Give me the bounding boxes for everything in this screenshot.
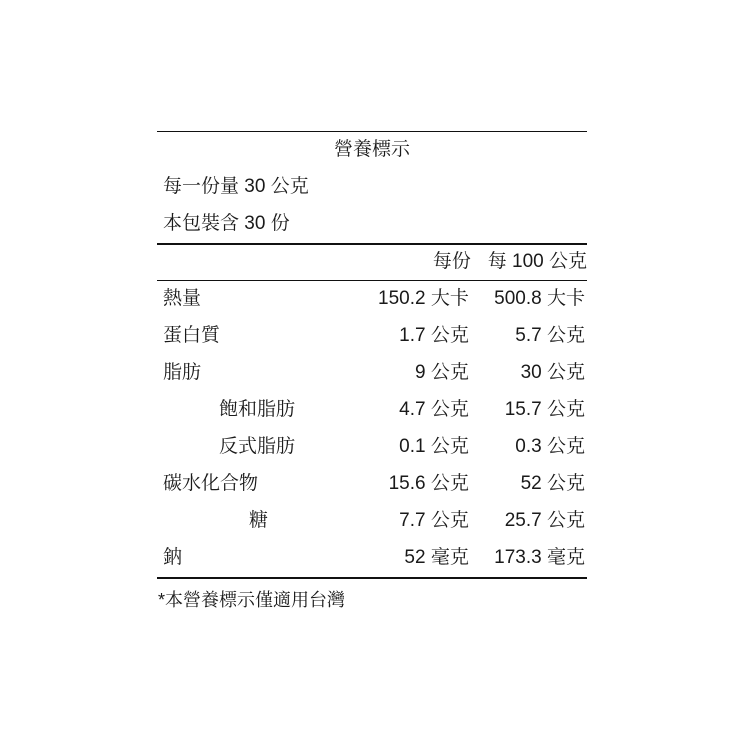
table-row-servings-per-container [157,206,587,244]
table-row [157,429,587,466]
nutrient-name: 糖 [249,510,269,532]
nutrient-value-per-serving: 1.7 公克 [399,325,469,347]
nutrition-facts-panel [157,131,587,579]
nutrient-name: 脂肪 [163,362,202,384]
nutrition-table [157,131,587,579]
nutrient-name: 蛋白質 [163,325,221,347]
table-row [157,392,587,429]
nutrient-value-per-100g: 30 公克 [520,362,585,384]
nutrient-value-per-100g: 25.7 公克 [504,510,585,532]
nutrient-name: 反式脂肪 [219,436,296,458]
nutrient-value-per-serving: 15.6 公克 [388,473,469,495]
nutrient-value-per-serving: 52 毫克 [363,540,471,578]
table-row-serving-size [157,169,587,206]
nutrient-value-per-serving: 0.1 公克 [399,436,469,458]
nutrient-value-per-100g: 0.3 公克 [515,436,585,458]
nutrient-name: 鈉 [157,540,363,578]
column-header-per-100g: 每 100 公克 [487,251,587,273]
nutrient-value-per-100g: 52 公克 [520,473,585,495]
servings-per-container-text: 本包裝含 30 份 [157,206,587,244]
table-row [157,281,587,319]
table-row-column-headers [157,244,587,281]
nutrient-name: 碳水化合物 [163,473,259,495]
nutrient-name: 熱量 [157,281,363,319]
nutrient-value-per-serving: 4.7 公克 [399,399,469,421]
table-row [157,318,587,355]
column-header-per-serving: 每份 [432,251,471,273]
nutrient-value-per-serving: 150.2 大卡 [363,281,471,319]
table-row-title [157,132,587,170]
nutrient-value-per-serving: 9 公克 [414,362,469,384]
serving-size-text: 每一份量 30 公克 [163,176,309,198]
table-row [157,540,587,578]
nutrient-value-per-100g: 5.7 公克 [515,325,585,347]
nutrient-name: 飽和脂肪 [219,399,296,421]
footnote-text: *本營養標示僅適用台灣 [158,590,346,610]
nutrient-value-per-serving: 7.7 公克 [399,510,469,532]
panel-title: 營養標示 [157,132,587,170]
nutrient-value-per-100g: 173.3 毫克 [471,540,587,578]
nutrient-value-per-100g: 15.7 公克 [504,399,585,421]
nutrient-value-per-100g: 500.8 大卡 [471,281,587,319]
table-row [157,503,587,540]
table-row [157,466,587,503]
column-header-spacer [157,244,363,281]
table-row [157,355,587,392]
